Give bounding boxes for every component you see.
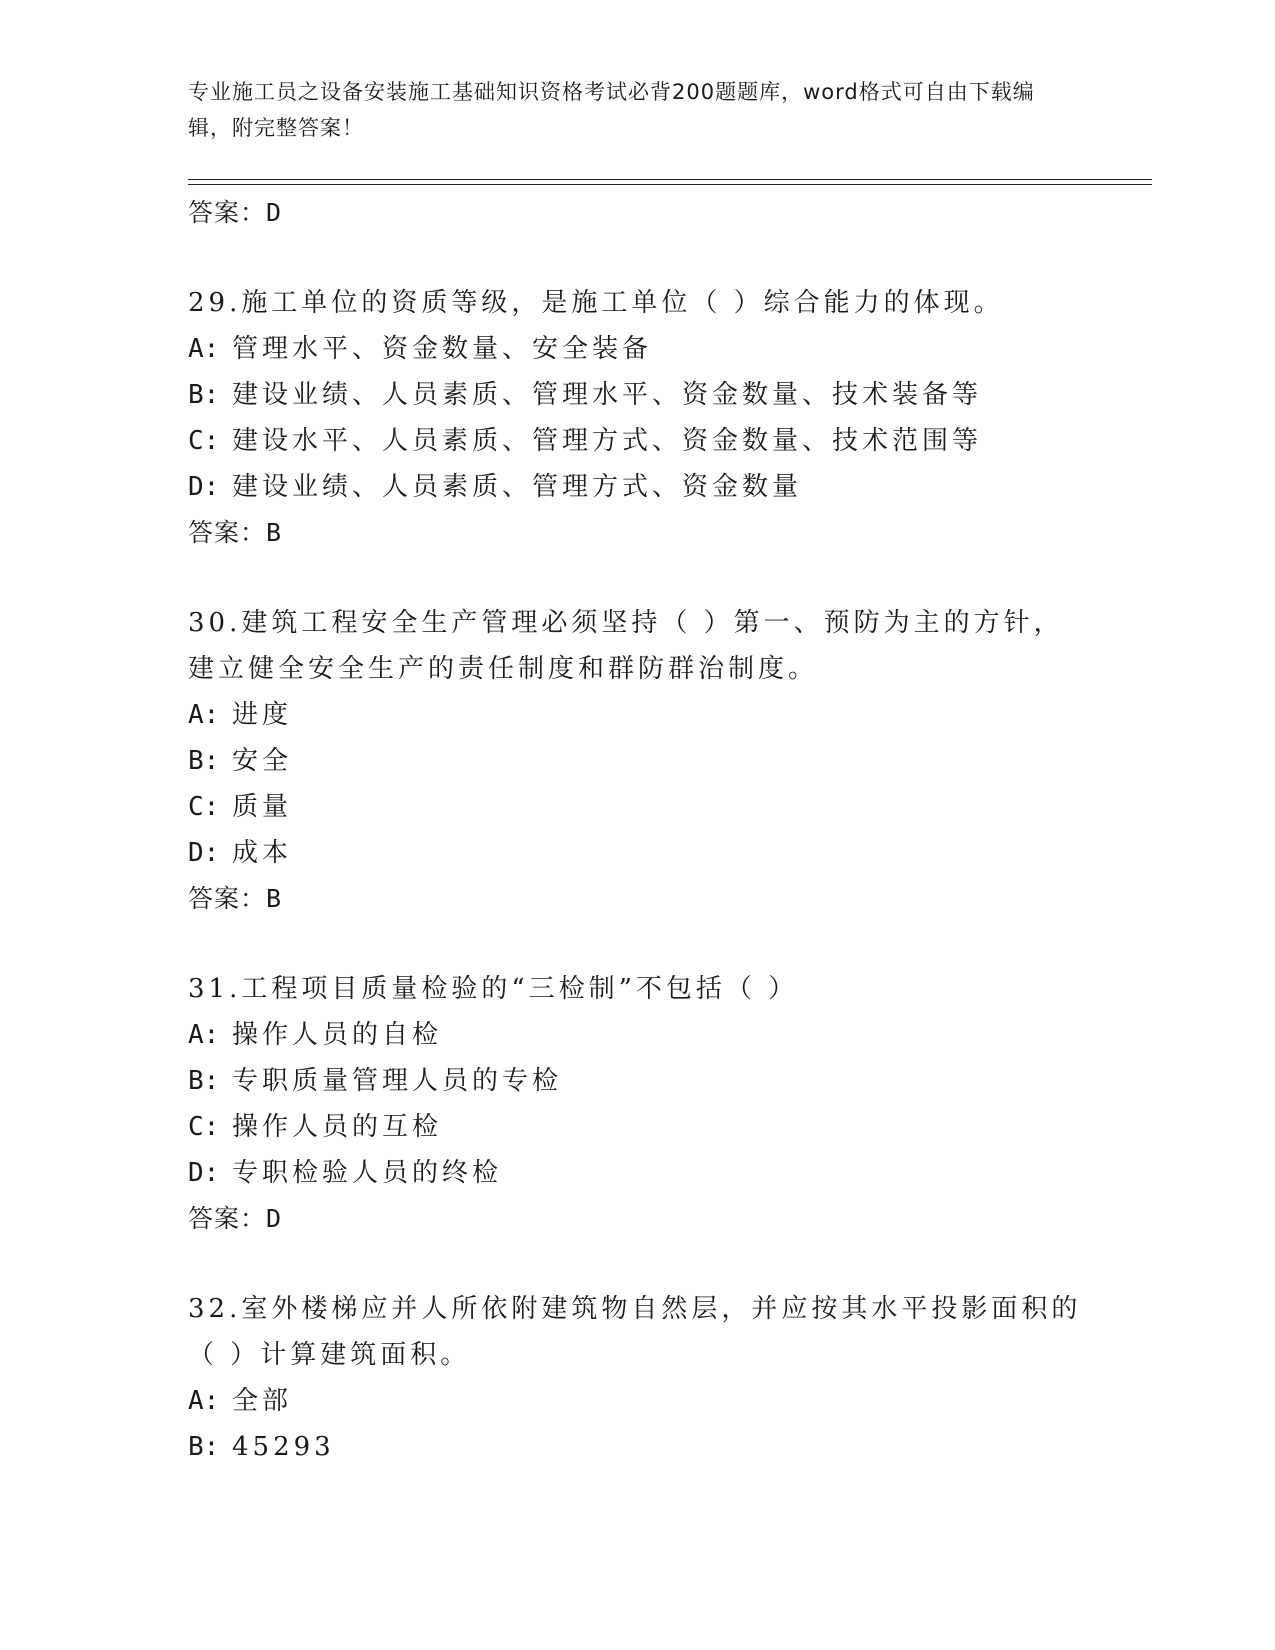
option-text: 专职质量管理人员的专检 bbox=[232, 1066, 563, 1096]
option-text: 质量 bbox=[232, 792, 293, 822]
option-key: B: bbox=[188, 1066, 220, 1096]
option-text: 成本 bbox=[232, 838, 293, 868]
option-a bbox=[188, 1378, 1088, 1424]
question-text: 30.建筑工程安全生产管理必须坚持（ ）第一、预防为主的方针，建立健全安全生产的责任制度和群防群治制度。 bbox=[188, 608, 1064, 684]
option-key: A: bbox=[188, 700, 220, 730]
option-text: 全部 bbox=[232, 1386, 293, 1416]
option-b bbox=[188, 738, 1088, 784]
option-d bbox=[188, 464, 1088, 510]
answer-label: 答案： bbox=[188, 518, 267, 547]
answer-label: 答案： bbox=[188, 884, 267, 913]
question-text: 31.工程项目质量检验的“三检制”不包括（ ） bbox=[188, 974, 799, 1004]
option-key: D: bbox=[188, 472, 220, 502]
option-key: D: bbox=[188, 838, 220, 868]
answer-label: 答案： bbox=[188, 198, 267, 227]
answer-line bbox=[188, 190, 1088, 236]
option-b bbox=[188, 1424, 1088, 1470]
option-text: 进度 bbox=[232, 700, 293, 730]
question-block bbox=[188, 600, 1088, 922]
option-text: 建设水平、人员素质、管理方式、资金数量、技术范围等 bbox=[232, 426, 983, 456]
option-key: D: bbox=[188, 1158, 220, 1188]
option-text: 建设业绩、人员素质、管理方式、资金数量 bbox=[232, 472, 803, 502]
option-c bbox=[188, 418, 1088, 464]
question-block bbox=[188, 280, 1088, 556]
option-text: 专职检验人员的终检 bbox=[232, 1158, 503, 1188]
answer-value: B bbox=[266, 884, 283, 913]
option-text: 建设业绩、人员素质、管理水平、资金数量、技术装备等 bbox=[232, 380, 983, 410]
question-block bbox=[188, 966, 1088, 1242]
option-key: A: bbox=[188, 334, 220, 364]
option-a bbox=[188, 326, 1088, 372]
question-list bbox=[188, 190, 1088, 1470]
option-key: C: bbox=[188, 792, 220, 822]
answer-value: B bbox=[266, 518, 283, 547]
answer-value: D bbox=[266, 1204, 283, 1233]
option-key: C: bbox=[188, 1112, 220, 1142]
header-rule-bottom bbox=[188, 184, 1152, 185]
option-c bbox=[188, 784, 1088, 830]
option-text: 安全 bbox=[232, 746, 293, 776]
answer-line bbox=[188, 876, 1088, 922]
option-key: C: bbox=[188, 426, 220, 456]
answer-label: 答案： bbox=[188, 1204, 267, 1233]
page-header: 专业施工员之设备安装施工基础知识资格考试必背200题题库，word格式可自由下载编辑，附完整答案！ bbox=[188, 80, 1035, 140]
option-text: 管理水平、资金数量、安全装备 bbox=[232, 334, 653, 364]
question-text: 32.室外楼梯应并人所依附建筑物自然层，并应按其水平投影面积的（ ）计算建筑面积。 bbox=[188, 1294, 1082, 1370]
answer-line bbox=[188, 510, 1088, 556]
spacer bbox=[188, 236, 1088, 280]
option-key: B: bbox=[188, 1432, 220, 1462]
spacer bbox=[188, 556, 1088, 600]
option-key: A: bbox=[188, 1386, 220, 1416]
answer-line bbox=[188, 1196, 1088, 1242]
option-key: A: bbox=[188, 1020, 220, 1050]
question-block bbox=[188, 1286, 1088, 1470]
option-key: B: bbox=[188, 746, 220, 776]
option-b bbox=[188, 372, 1088, 418]
spacer bbox=[188, 922, 1088, 966]
answer-value: D bbox=[266, 198, 283, 227]
option-text: 45293 bbox=[232, 1432, 335, 1462]
header-rule-top bbox=[188, 179, 1152, 180]
spacer bbox=[188, 1242, 1088, 1286]
option-a bbox=[188, 1012, 1088, 1058]
option-d bbox=[188, 830, 1088, 876]
option-d bbox=[188, 1150, 1088, 1196]
option-b bbox=[188, 1058, 1088, 1104]
option-c bbox=[188, 1104, 1088, 1150]
option-text: 操作人员的自检 bbox=[232, 1020, 443, 1050]
option-key: B: bbox=[188, 380, 220, 410]
option-text: 操作人员的互检 bbox=[232, 1112, 443, 1142]
option-a bbox=[188, 692, 1088, 738]
question-text: 29.施工单位的资质等级，是施工单位（ ）综合能力的体现。 bbox=[188, 288, 1004, 318]
